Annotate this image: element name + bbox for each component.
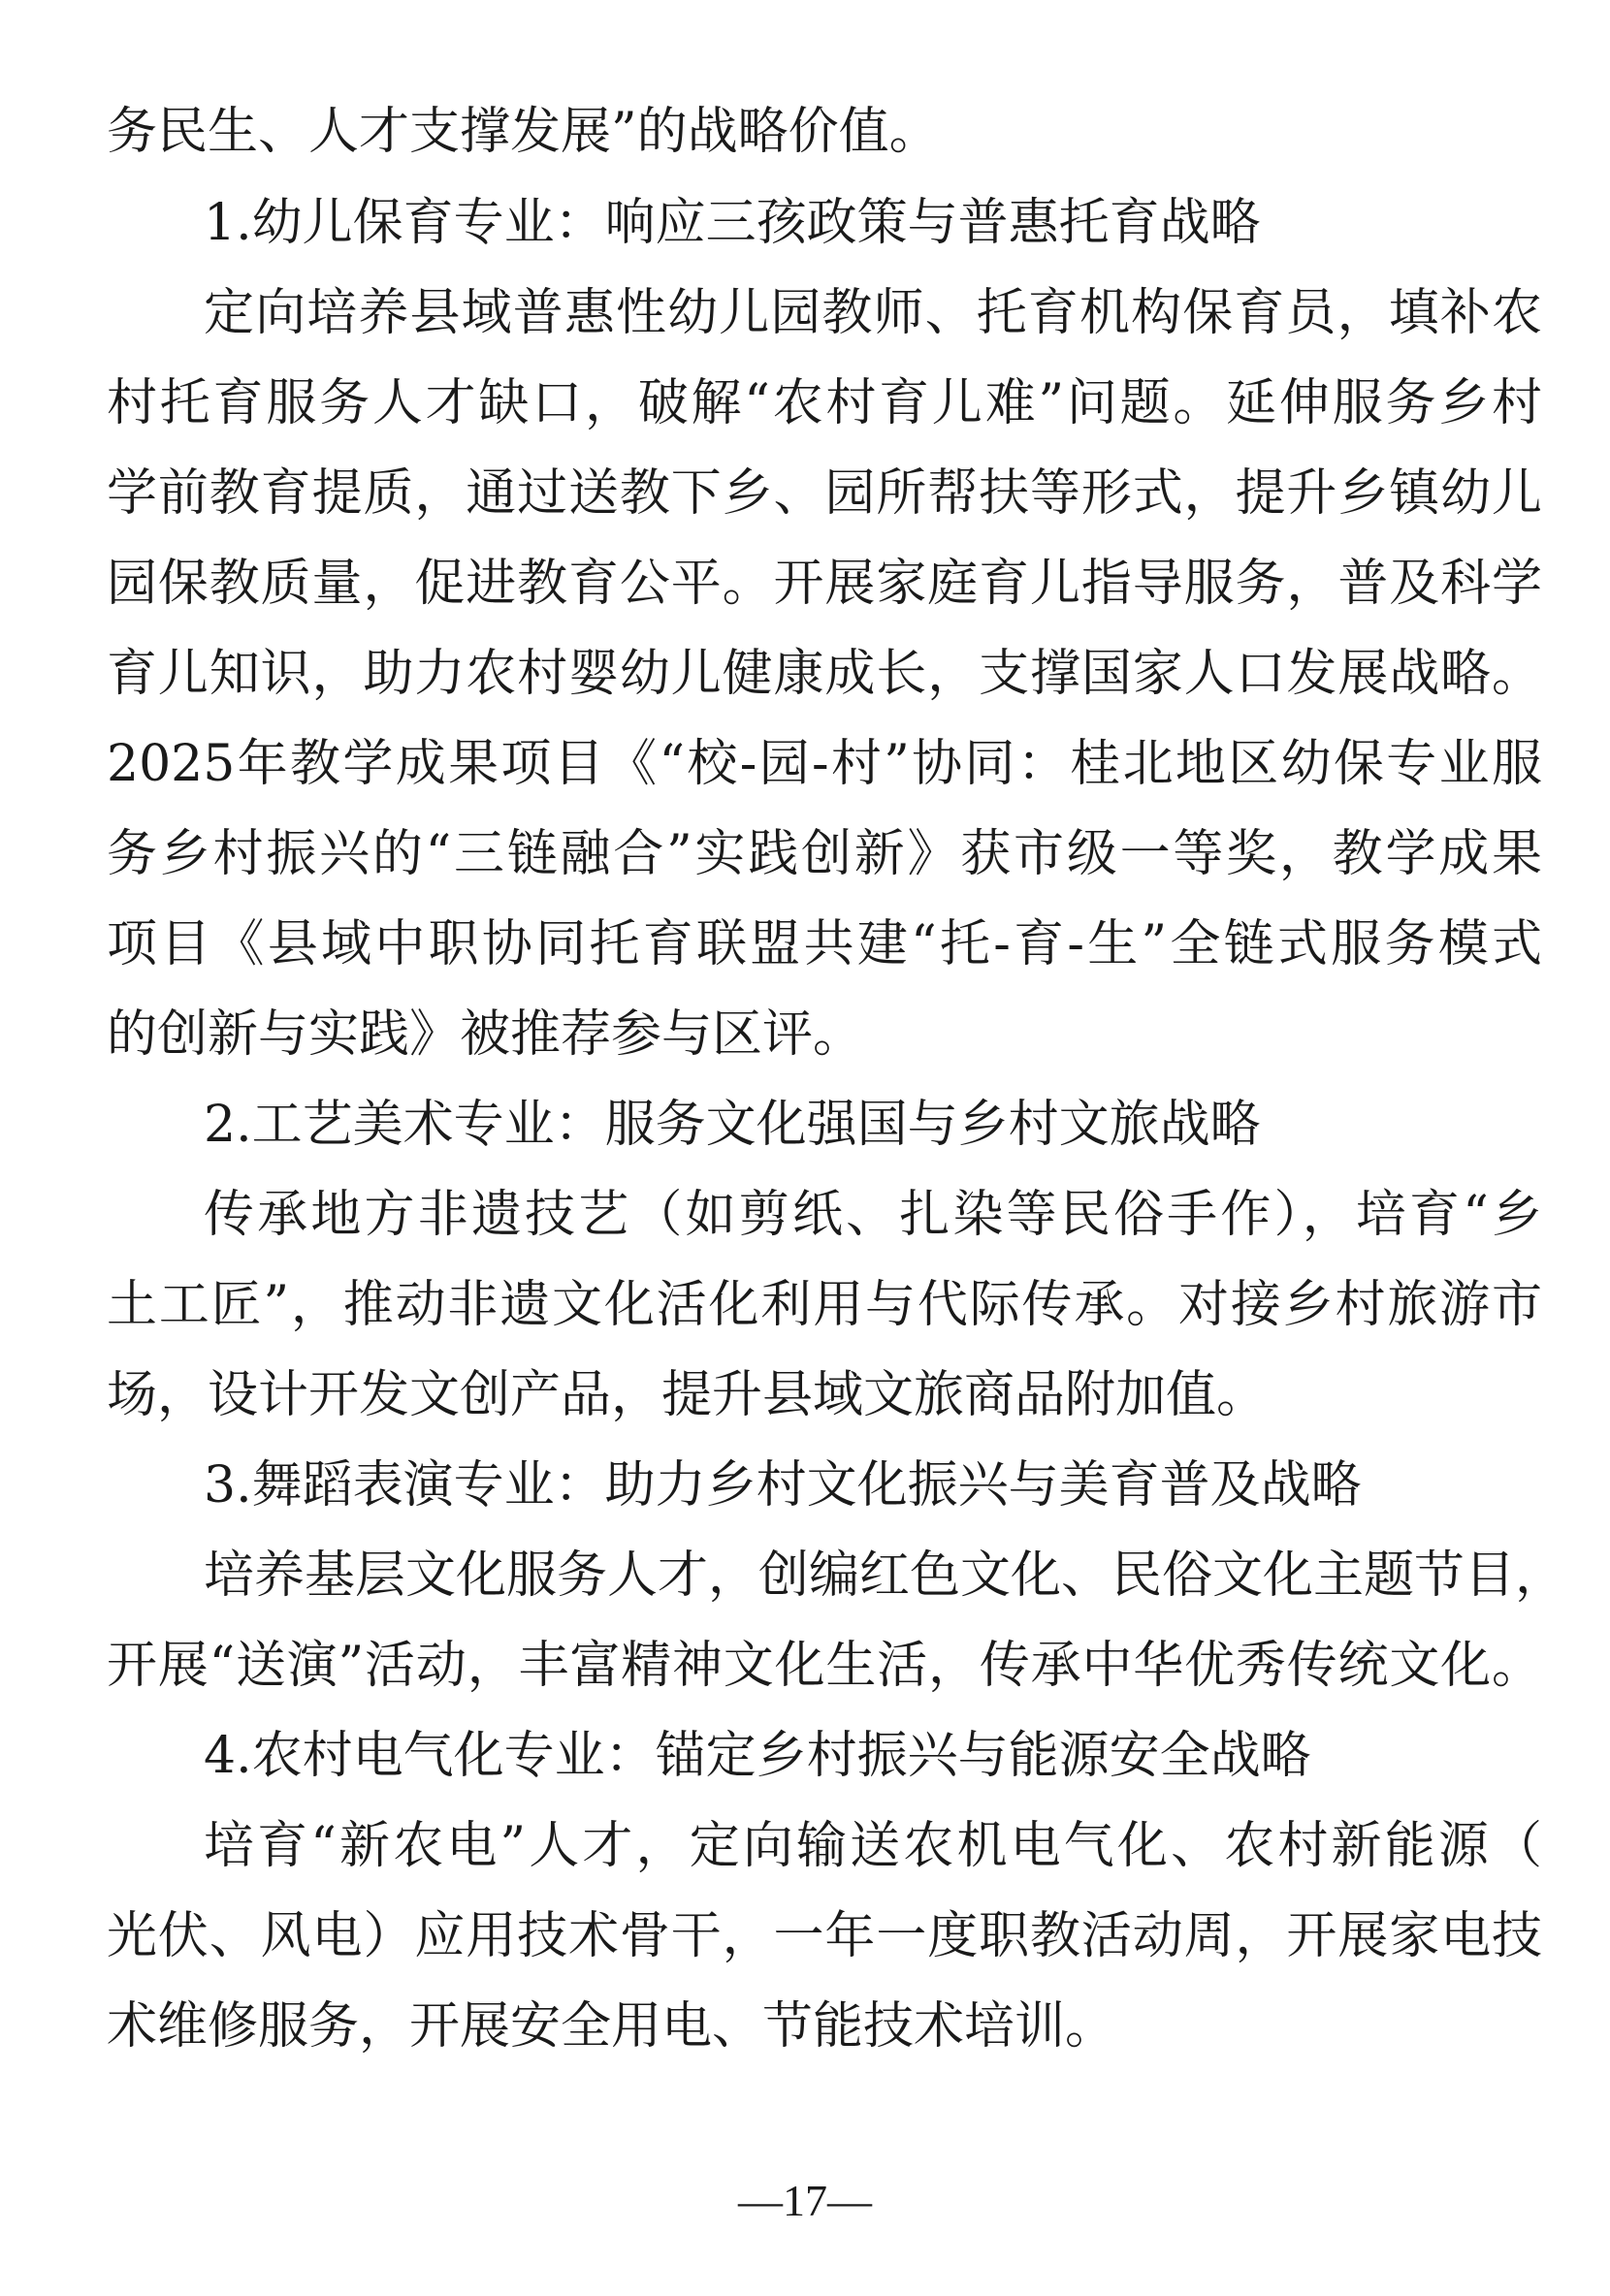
paragraph-line: 场，设计开发文创产品，提升县域文旅商品附加值。 (107, 1366, 1268, 1424)
paragraph-line: 土工匠”，推动非遗文化活化利用与代际传承。对接乡村旅游市 (107, 1276, 1542, 1334)
paragraph-line: 学前教育提质，通过送教下乡、园所帮扶等形式，提升乡镇幼儿 (107, 464, 1542, 523)
paragraph-line: 传承地方非遗技艺（如剪纸、扎染等民俗手作），培育“乡 (204, 1186, 1542, 1244)
paragraph-line: 村托育服务人才缺口，破解“农村育儿难”问题。延伸服务乡村 (107, 374, 1542, 432)
paragraph-line: 定向培养县域普惠性幼儿园教师、托育机构保育员，填补农 (204, 284, 1542, 342)
section-heading-rural-electrification: 4.农村电气化专业：锚定乡村振兴与能源安全战略 (204, 1727, 1311, 1785)
section-heading-arts-and-crafts: 2.工艺美术专业：服务文化强国与乡村文旅战略 (204, 1096, 1261, 1154)
paragraph-line: 培育“新农电”人才，定向输送农机电气化、农村新能源（ (204, 1817, 1542, 1875)
paragraph-line: 育儿知识，助力农村婴幼儿健康成长，支撑国家人口发展战略。 (107, 645, 1542, 703)
paragraph-line: 的创新与实践》被推荐参与区评。 (107, 1005, 864, 1064)
paragraph-line: 项目《县域中职协同托育联盟共建“托-育-生”全链式服务模式 (107, 915, 1542, 973)
paragraph-line: 培养基层文化服务人才，创编红色文化、民俗文化主题节目， (204, 1547, 1566, 1605)
paragraph-line: 术维修服务，开展安全用电、节能技术培训。 (107, 1997, 1116, 2056)
paragraph-line: 务乡村振兴的“三链融合”实践创新》获市级一等奖，教学成果 (107, 825, 1542, 883)
paragraph-line: 光伏、风电）应用技术骨干，一年一度职教活动周，开展家电技 (107, 1907, 1542, 1965)
paragraph-line: 开展“送演”活动，丰富精神文化生活，传承中华优秀传统文化。 (107, 1637, 1542, 1695)
page-number: —17— (738, 2176, 872, 2225)
paragraph-line: 园保教质量，促进教育公平。开展家庭育儿指导服务，普及科学 (107, 555, 1542, 613)
paragraph-line: 2025年教学成果项目《“校-园-村”协同：桂北地区幼保专业服 (107, 735, 1542, 793)
section-heading-early-childhood-care: 1.幼儿保育专业：响应三孩政策与普惠托育战略 (204, 194, 1261, 252)
section-heading-dance-performance: 3.舞蹈表演专业：助力乡村文化振兴与美育普及战略 (204, 1456, 1362, 1515)
paragraph-line: 务民生、人才支撑发展”的战略价值。 (107, 103, 940, 161)
